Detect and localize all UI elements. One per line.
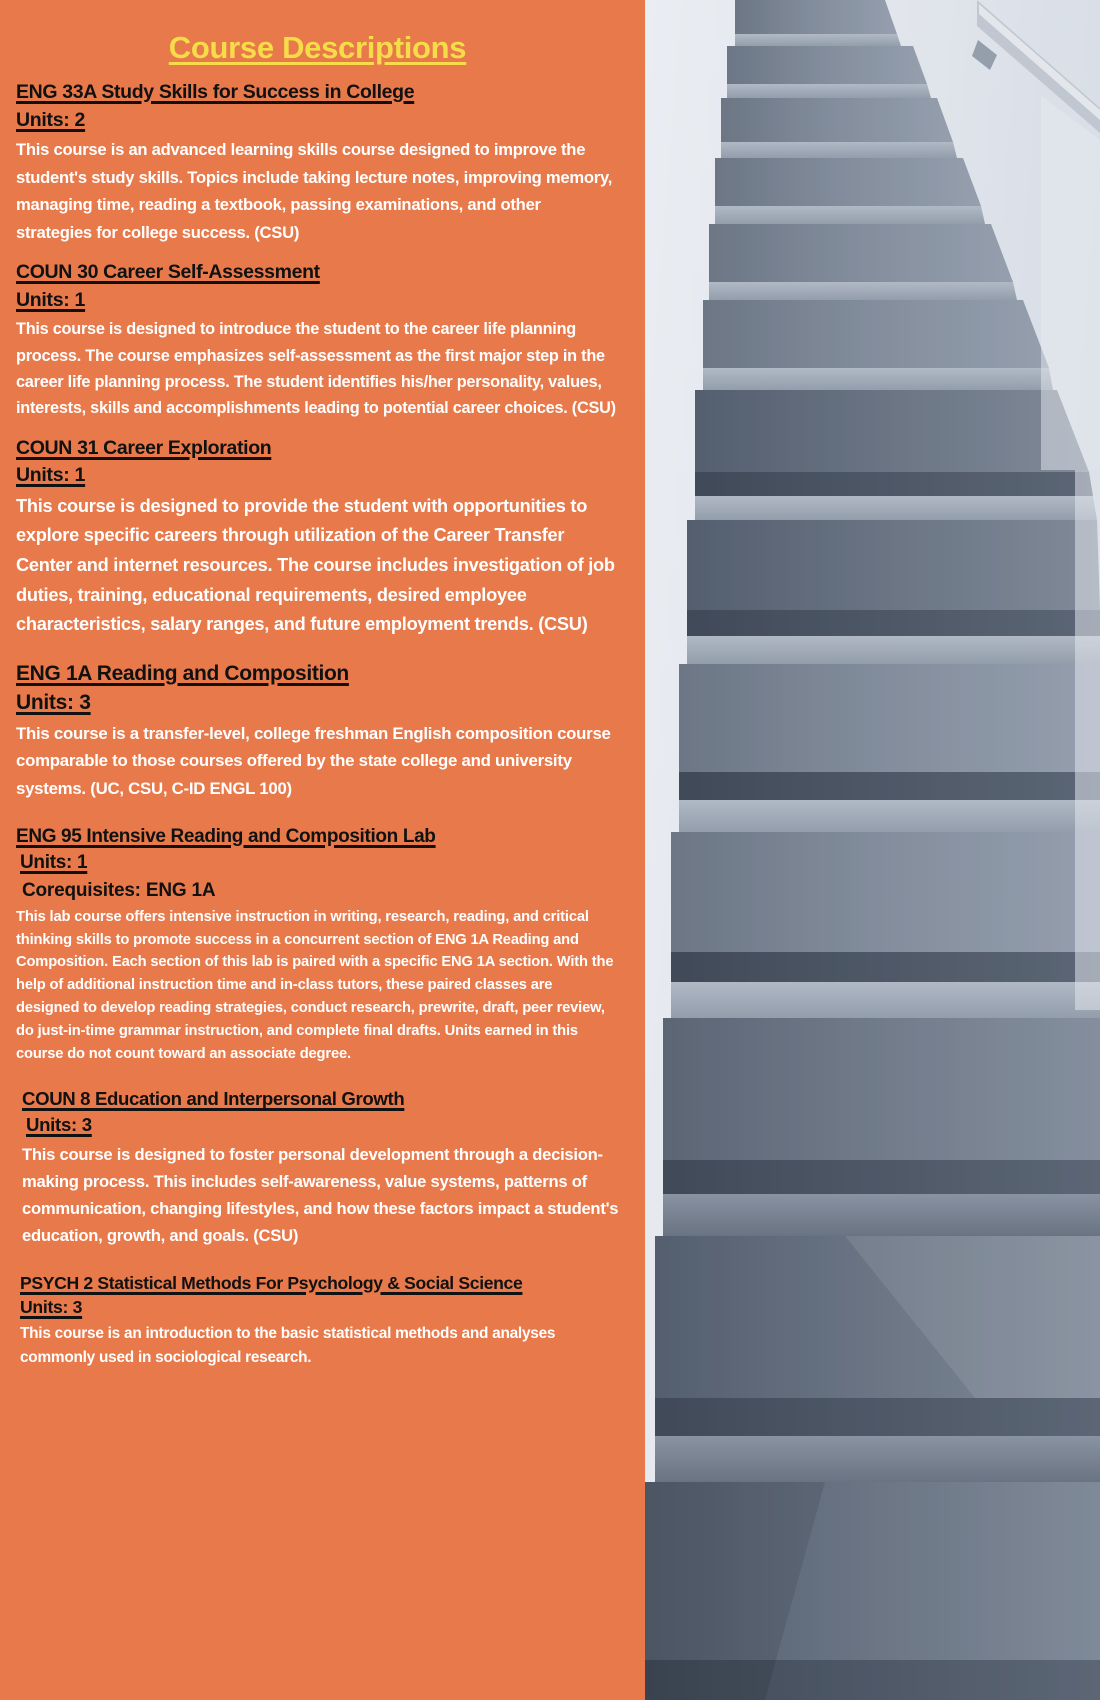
course-entry-eng-1a xyxy=(16,660,619,802)
course-heading: PSYCH 2 Statistical Methods For Psychology & Social Science xyxy=(20,1272,523,1293)
course-entry-coun-31 xyxy=(16,436,619,640)
course-heading: ENG 33A Study Skills for Success in College xyxy=(16,81,415,103)
course-heading: COUN 31 Career Exploration xyxy=(16,436,272,459)
staircase-photo xyxy=(645,0,1100,1700)
course-corequisites: Corequisites: ENG 1A xyxy=(22,880,216,902)
course-units: Units: 3 xyxy=(16,690,91,714)
course-units: Units: 1 xyxy=(16,464,86,487)
course-entry-coun-8 xyxy=(16,1087,619,1249)
course-units: Units: 3 xyxy=(20,1296,83,1317)
course-entry-coun-30 xyxy=(16,260,619,422)
course-description: This course is designed to provide the student with opportunities to explore specific careers through utilization of the Career Transfer Center and internet resources. The course includes investigation of job duties, training, educational requirements, desired employee characteristics, salary ranges, and future employment trends. (CSU) xyxy=(16,495,615,635)
course-units: Units: 1 xyxy=(16,288,86,311)
course-heading: ENG 1A Reading and Composition xyxy=(16,661,349,685)
page-title: Course Descriptions xyxy=(168,30,467,65)
course-heading: COUN 30 Career Self-Assessment xyxy=(16,261,320,284)
course-entry-psych-2 xyxy=(16,1272,619,1370)
course-description: This course is designed to introduce the student to the career life planning process. The course emphasizes self-assessment as the first major step in the career life planning process. The student identifies his/her personality, values, interests, skills and accomplishments leading to potential career choices. (CSU) xyxy=(16,320,616,418)
course-units: Units: 1 xyxy=(20,851,88,873)
course-description: This lab course offers intensive instruction in writing, research, reading, and critical thinking skills to promote success in a concurrent section of ENG 1A Reading and Composition. Each section of this lab is paired with a specific ENG 1A section. With the help of additional instruction time and in-class tutors, these paired classes are designed to develop reading strategies, conduct research, prewrite, draft, peer review, do just-in-time grammar instruction, and complete final drafts. Units earned in this course do not count toward an associate degree. xyxy=(16,908,614,1062)
course-entry-eng-33a xyxy=(16,80,619,246)
course-description: This course is an advanced learning skills course designed to improve the student's study skills. Topics include taking lecture notes, improving memory, managing time, reading a textbook, passing examinations, and other strategies for college success. (CSU) xyxy=(16,140,613,242)
course-heading: COUN 8 Education and Interpersonal Growth xyxy=(22,1088,405,1110)
course-description: This course is a transfer-level, college freshman English composition course comparable to those courses offered by the state college and university systems. (UC, CSU, C-ID ENGL 100) xyxy=(16,724,611,798)
course-units: Units: 3 xyxy=(26,1113,92,1135)
course-heading: ENG 95 Intensive Reading and Composition Lab xyxy=(16,825,436,847)
course-units: Units: 2 xyxy=(16,108,86,131)
course-description: This course is an introduction to the basic statistical methods and analyses commonly used in sociological research. xyxy=(20,1325,556,1367)
course-description: This course is designed to foster personal development through a decision-making process. This includes self-awareness, value systems, patterns of communication, changing lifestyles, and how these factors impact a student's education, growth, and goals. (CSU) xyxy=(22,1144,619,1246)
course-entry-eng-95 xyxy=(16,824,619,1066)
